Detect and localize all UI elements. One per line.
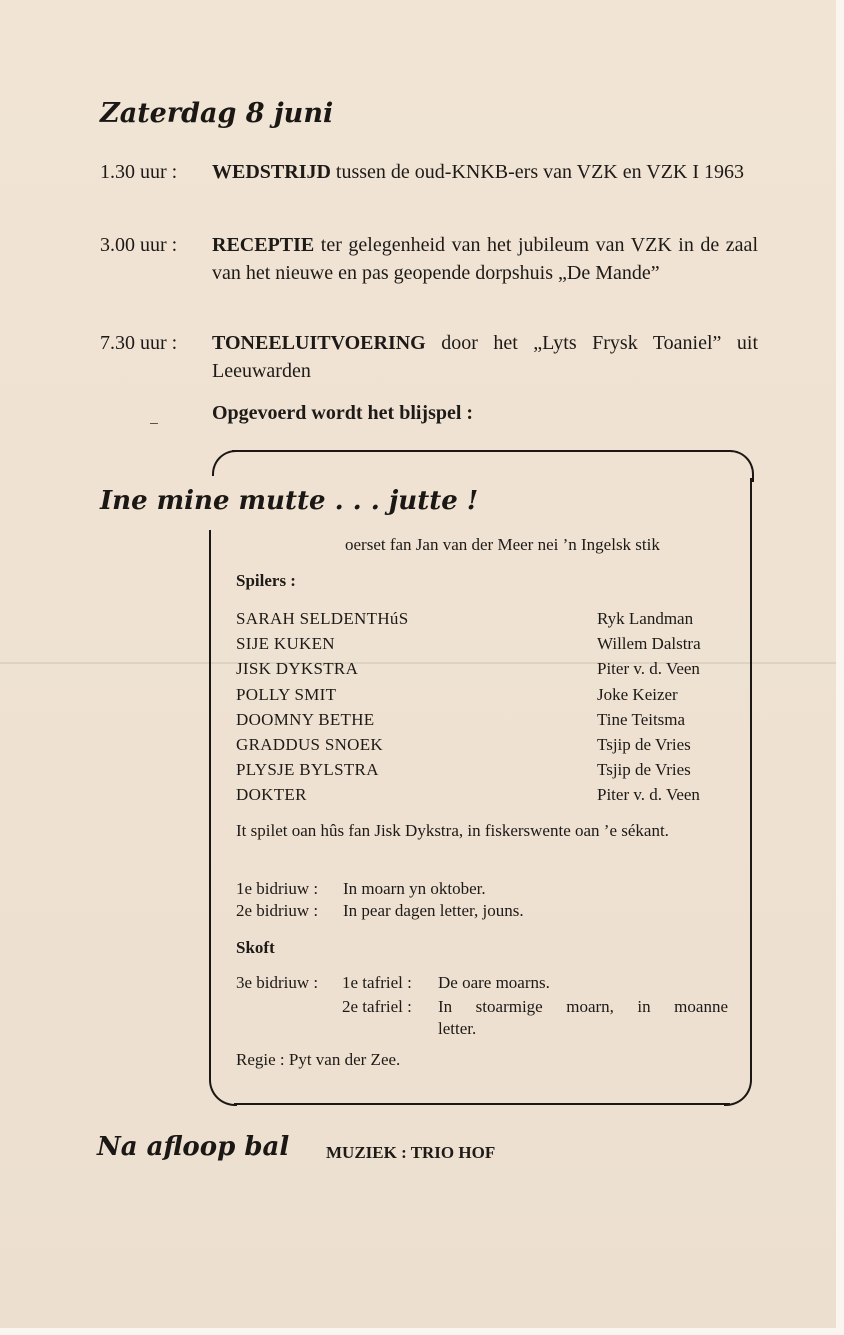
scene-label: 1e tafriel : [342, 973, 412, 992]
cast-role: GRADDUS SNOEK [236, 734, 383, 754]
cast-role: SARAH SELDENTHúS [236, 609, 409, 628]
cast-role: POLLY SMIT [236, 684, 337, 704]
cast-actor: Tsjip de Vries [597, 760, 691, 780]
act-label: 1e bidriuw : [236, 879, 319, 898]
cast-row [236, 732, 730, 757]
cast-row [236, 606, 730, 631]
event-name: TONEELUITVOERING [212, 332, 426, 354]
event-text: ter gelegenheid van het jubileum van VZK in de zaal van het nieuwe en pas geopende dorpshuis „De Mande” [212, 234, 758, 284]
cast-actor: Joke Keizer [597, 684, 678, 704]
cast-actor: Willem Dalstra [597, 634, 701, 654]
event-name: WEDSTRIJD [212, 161, 331, 183]
cast-role: JISK DYKSTRA [236, 659, 359, 679]
schedule-description [212, 231, 758, 287]
closing-title: Na afloop bal [97, 1132, 290, 1162]
cast-role: DOOMNY BETHE [236, 709, 375, 729]
play-setting: It spilet oan hûs fan Jisk Dykstra, in fiskerswente oan ’e sékant. [236, 821, 669, 840]
event-text: door het „Lyts Frysk Toaniel” uit Leeuwarden [212, 332, 758, 382]
frame-right [750, 478, 752, 1058]
music-credit: MUZIEK : TRIO HOF [326, 1143, 496, 1162]
cast-role: SIJE KUKEN [236, 634, 335, 654]
cast-role: PLYSJE BYLSTRA [236, 760, 379, 780]
paper-edge-bottom [0, 1328, 844, 1335]
cast-list [236, 606, 730, 808]
act-text: In pear dagen letter, jouns. [343, 901, 524, 920]
scene-text: De oare moarns. [438, 973, 550, 992]
scene-text-continued: letter. [438, 1019, 477, 1038]
cast-row [236, 757, 730, 782]
paper-edge-right [836, 0, 844, 1335]
cast-actor: Piter v. d. Veen [597, 785, 700, 805]
event-name: RECEPTIE [212, 234, 315, 256]
cast-row [236, 707, 730, 732]
cast-actor: Ryk Landman [597, 609, 694, 628]
play-subtitle: oerset fan Jan van der Meer nei ’n Ingelsk stik [345, 535, 660, 554]
cast-actor: Piter v. d. Veen [597, 659, 700, 679]
schedule-time: 3.00 uur : [100, 234, 178, 256]
cast-heading: Spilers : [236, 571, 296, 590]
cast-row [236, 682, 730, 707]
schedule-description [212, 158, 758, 186]
margin-dash [150, 423, 158, 424]
cast-row [236, 782, 730, 807]
event-text: tussen de oud-KNKB-ers van VZK en VZK I 1963 [330, 161, 745, 183]
act-label: 3e bidriuw : [236, 973, 319, 992]
play-intro: Opgevoerd wordt het blijspel : [212, 402, 474, 424]
schedule-time: 1.30 uur : [100, 161, 178, 183]
cast-row [236, 656, 730, 681]
act-text: In moarn yn oktober. [343, 879, 486, 898]
schedule-time: 7.30 uur : [100, 332, 178, 354]
day-heading: Zaterdag 8 juni [100, 98, 334, 129]
direction-credit: Regie : Pyt van der Zee. [236, 1050, 401, 1069]
break-label: Skoft [236, 938, 275, 957]
cast-actor: Tsjip de Vries [597, 734, 691, 754]
schedule-description [212, 329, 758, 385]
scene-label: 2e tafriel : [342, 997, 412, 1016]
cast-role: DOKTER [236, 785, 307, 805]
cast-actor: Tine Teitsma [597, 709, 686, 729]
play-title: Ine mine mutte . . . jutte ! [100, 486, 479, 516]
scene-text: In stoarmige moarn, in moanne [438, 997, 728, 1016]
frame-bottom [234, 1103, 730, 1105]
frame-top [232, 450, 730, 452]
cast-row [236, 631, 730, 656]
frame-left [209, 530, 211, 1070]
act-label: 2e bidriuw : [236, 901, 319, 920]
